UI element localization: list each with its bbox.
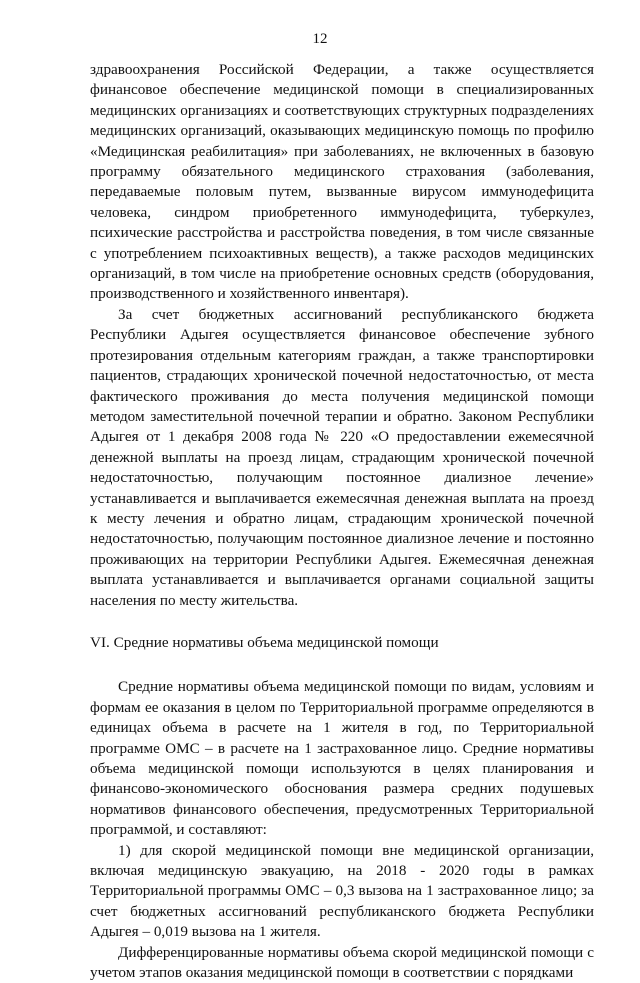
document-body xyxy=(90,60,594,983)
list-item-emergency-care: 1) для скорой медицинской помощи вне медицинской организации, включая медицинскую эвакуацию, на 2018 - 2020 годы в рамках Территориальной программы ОМС – 0,3 вызова на 1 застрахованное лицо; за счет бюджетных ассигнований республиканского бюджета Республики Адыгея – 0,019 вызова на 1 жителя. xyxy=(90,841,594,941)
paragraph-republic-budget: За счет бюджетных ассигнований республиканского бюджета Республики Адыгея осуществляется финансовое обеспечение зубного протезирования отдельным категориям граждан, а также транспортировки пациентов, страдающих хронической почечной недостаточностью, от места фактического проживания до места получения медицинской помощи методом заместительной почечной терапии и обратно. Законом Республики Адыгея от 1 декабря 2008 года № 220 «О предоставлении ежемесячной денежной выплаты на проезд лицам, страдающим хронической почечной недостаточностью, получающим постоянное диализное лечение» устанавливается и выплачивается ежемесячная денежная выплата на проезд к месту лечения и обратно лицам, страдающим хронической почечной недостаточностью, получающим постоянное диализное лечение и постоянно проживающих на территории Республики Адыгея. Ежемесячная денежная выплата устанавливается и выплачивается органами социальной защиты населения по месту жительства. xyxy=(90,305,594,609)
paragraph-differentiated-standards: Дифференцированные нормативы объема скорой медицинской помощи с учетом этапов оказания медицинской помощи в соответствии с порядками xyxy=(90,943,594,982)
section-heading: VI. Средние нормативы объема медицинской помощи xyxy=(90,633,439,651)
paragraph-standards-intro: Средние нормативы объема медицинской помощи по видам, условиям и формам ее оказания в целом по Территориальной программе определяются в единицах объема в расчете на 1 жителя в год, по Территориальной программе ОМС – в расчете на 1 застрахованное лицо. Средние нормативы объема медицинской помощи используются в целях планирования и финансово-экономического обоснования размера средних подушевых нормативов финансового обеспечения, предусмотренных Территориальной программой, и составляют: xyxy=(90,678,594,839)
page-number: 12 xyxy=(312,31,328,47)
paragraph-continuation: здравоохранения Российской Федерации, а также осуществляется финансовое обеспечение медицинской помощи в специализированных медицинских организациях и соответствующих структурных подразделениях медицинских организаций, оказывающих медицинскую помощь по профилю «Медицинская реабилитация» при заболеваниях, не включенных в базовую программу обязательного медицинского страхования (заболевания, передаваемые половым путем, вызванные вирусом иммунодефицита человека, синдром приобретенного иммунодефицита, туберкулез, психические расстройства и расстройства поведения, в том числе связанные с употреблением психоактивных веществ), а также расходов медицинских организаций, в том числе на приобретение основных средств (оборудования, производственного и хозяйственного инвентаря). xyxy=(90,61,594,303)
